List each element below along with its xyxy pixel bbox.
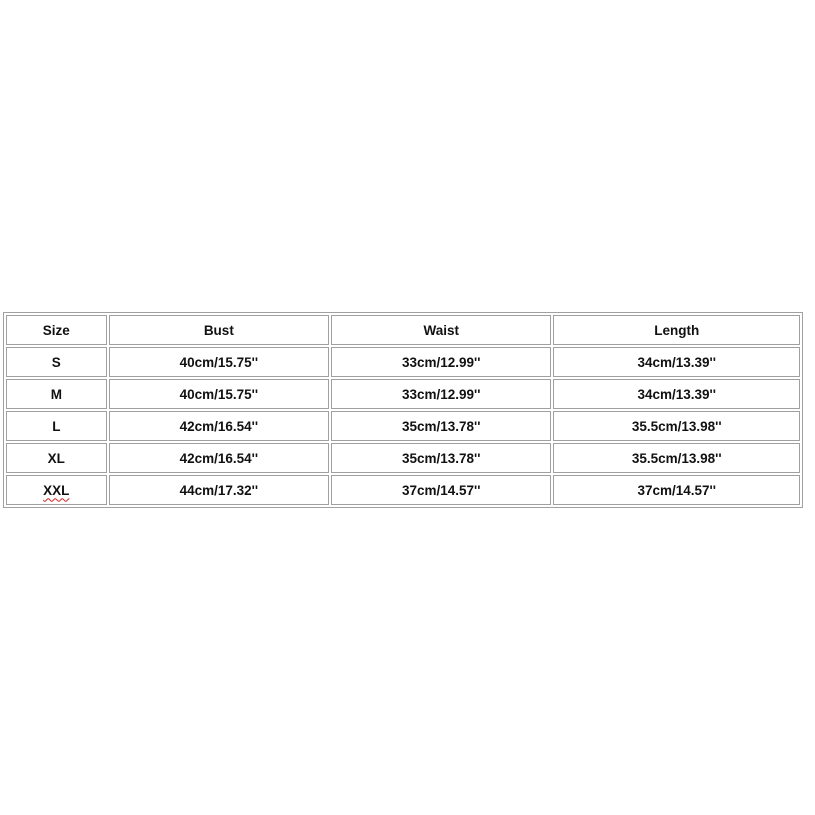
table-row xyxy=(6,411,800,441)
size-label-xxl: XXL xyxy=(43,482,70,498)
waist-cell: 37cm/14.57'' xyxy=(331,475,551,505)
waist-cell: 33cm/12.99'' xyxy=(331,347,551,377)
length-cell: 37cm/14.57'' xyxy=(553,475,800,505)
waist-cell: 33cm/12.99'' xyxy=(331,379,551,409)
length-cell: 34cm/13.39'' xyxy=(553,347,800,377)
bust-cell: 40cm/15.75'' xyxy=(109,379,329,409)
table-row xyxy=(6,379,800,409)
header-length: Length xyxy=(553,315,800,345)
size-cell xyxy=(6,475,107,505)
size-cell: L xyxy=(6,411,107,441)
header-row xyxy=(6,315,800,345)
bust-cell: 40cm/15.75'' xyxy=(109,347,329,377)
length-cell: 34cm/13.39'' xyxy=(553,379,800,409)
header-waist: Waist xyxy=(331,315,551,345)
table-row xyxy=(6,347,800,377)
length-cell: 35.5cm/13.98'' xyxy=(553,411,800,441)
length-cell: 35.5cm/13.98'' xyxy=(553,443,800,473)
table-row xyxy=(6,475,800,505)
bust-cell: 44cm/17.32'' xyxy=(109,475,329,505)
bust-cell: 42cm/16.54'' xyxy=(109,443,329,473)
table-row xyxy=(6,443,800,473)
header-size: Size xyxy=(6,315,107,345)
size-cell: M xyxy=(6,379,107,409)
size-cell: XL xyxy=(6,443,107,473)
size-chart-table xyxy=(3,312,803,508)
bust-cell: 42cm/16.54'' xyxy=(109,411,329,441)
size-cell: S xyxy=(6,347,107,377)
header-bust: Bust xyxy=(109,315,329,345)
waist-cell: 35cm/13.78'' xyxy=(331,411,551,441)
waist-cell: 35cm/13.78'' xyxy=(331,443,551,473)
